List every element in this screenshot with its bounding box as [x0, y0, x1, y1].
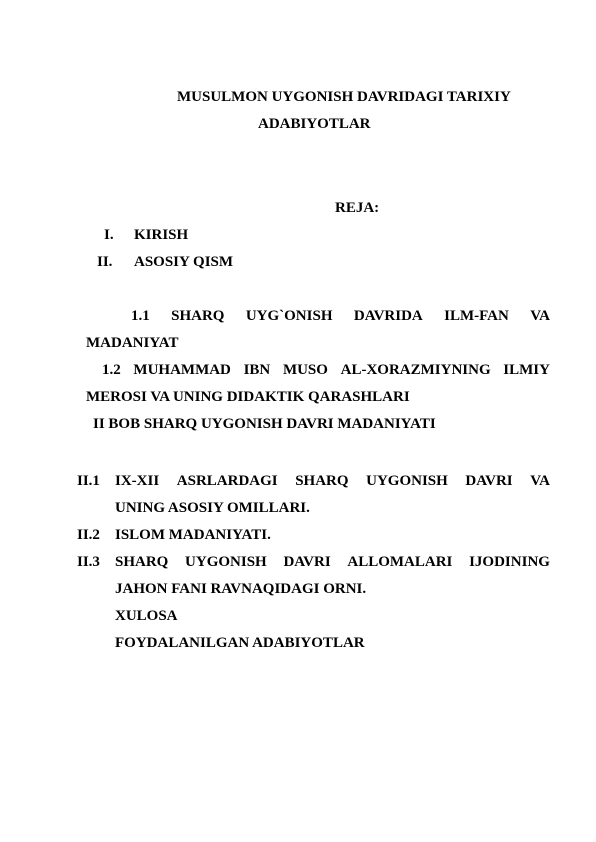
word: AL-XORAZMIYNING	[340, 362, 491, 378]
outline-item-2-text: ASOSIY QISM	[134, 254, 234, 270]
references-heading: FOYDALANILGAN ADABIYOTLAR	[115, 635, 365, 651]
plan-heading: REJA:	[335, 200, 380, 216]
ii-2-number: II.2	[77, 527, 100, 543]
ii-3-line-1	[115, 553, 550, 571]
word: UYGONISH	[185, 554, 267, 570]
word: 1.2	[102, 362, 121, 378]
word: ILMIY	[503, 362, 550, 378]
outline-item-2-numeral: II.	[97, 254, 113, 270]
word: DAVRIDA	[353, 308, 423, 324]
subsection-1-1-line-2: MADANIYAT	[86, 335, 179, 351]
ii-3-number: II.3	[77, 554, 100, 570]
word: UYG`ONISH	[245, 308, 333, 324]
ii-3-line-2: JAHON FANI RAVNAQIDAGI ORNI.	[115, 581, 367, 597]
word: SHARQ	[171, 308, 225, 324]
ii-1-line-1	[115, 472, 550, 490]
conclusion-heading: XULOSA	[115, 608, 178, 624]
word: DAVRI	[465, 473, 513, 489]
subsection-1-2-line-2: MEROSI VA UNING DIDAKTIK QARASHLARI	[86, 389, 410, 405]
subsection-1-1-line-1	[131, 307, 550, 325]
subsection-1-2-line-1	[102, 361, 550, 379]
ii-1-number: II.1	[77, 473, 100, 489]
word: SHARQ	[295, 473, 349, 489]
word: MUHAMMAD	[133, 362, 231, 378]
word: IX-XII	[115, 473, 160, 489]
word: ILM-FAN	[444, 308, 509, 324]
outline-item-1-numeral: I.	[104, 227, 114, 243]
word: ASRLARDAGI	[176, 473, 278, 489]
word: VA	[530, 473, 550, 489]
title-line-1: MUSULMON UYGONISH DAVRIDAGI TARIXIY	[177, 89, 511, 105]
word: DAVRI	[283, 554, 331, 570]
word: IJODINING	[469, 554, 550, 570]
ii-1-line-2: UNING ASOSIY OMILLARI.	[115, 500, 310, 516]
word: MUSO	[282, 362, 328, 378]
word: ALLOMALARI	[347, 554, 453, 570]
ii-2-text: ISLOM MADANIYATI.	[115, 527, 271, 543]
title-line-2: ADABIYOTLAR	[258, 116, 371, 132]
word: VA	[530, 308, 550, 324]
chapter-2-heading: II BOB SHARQ UYGONISH DAVRI MADANIYATI	[93, 416, 436, 432]
word: IBN	[243, 362, 271, 378]
word: UYGONISH	[366, 473, 448, 489]
word: SHARQ	[115, 554, 169, 570]
outline-item-1-text: KIRISH	[134, 227, 189, 243]
word: 1.1	[131, 308, 150, 324]
